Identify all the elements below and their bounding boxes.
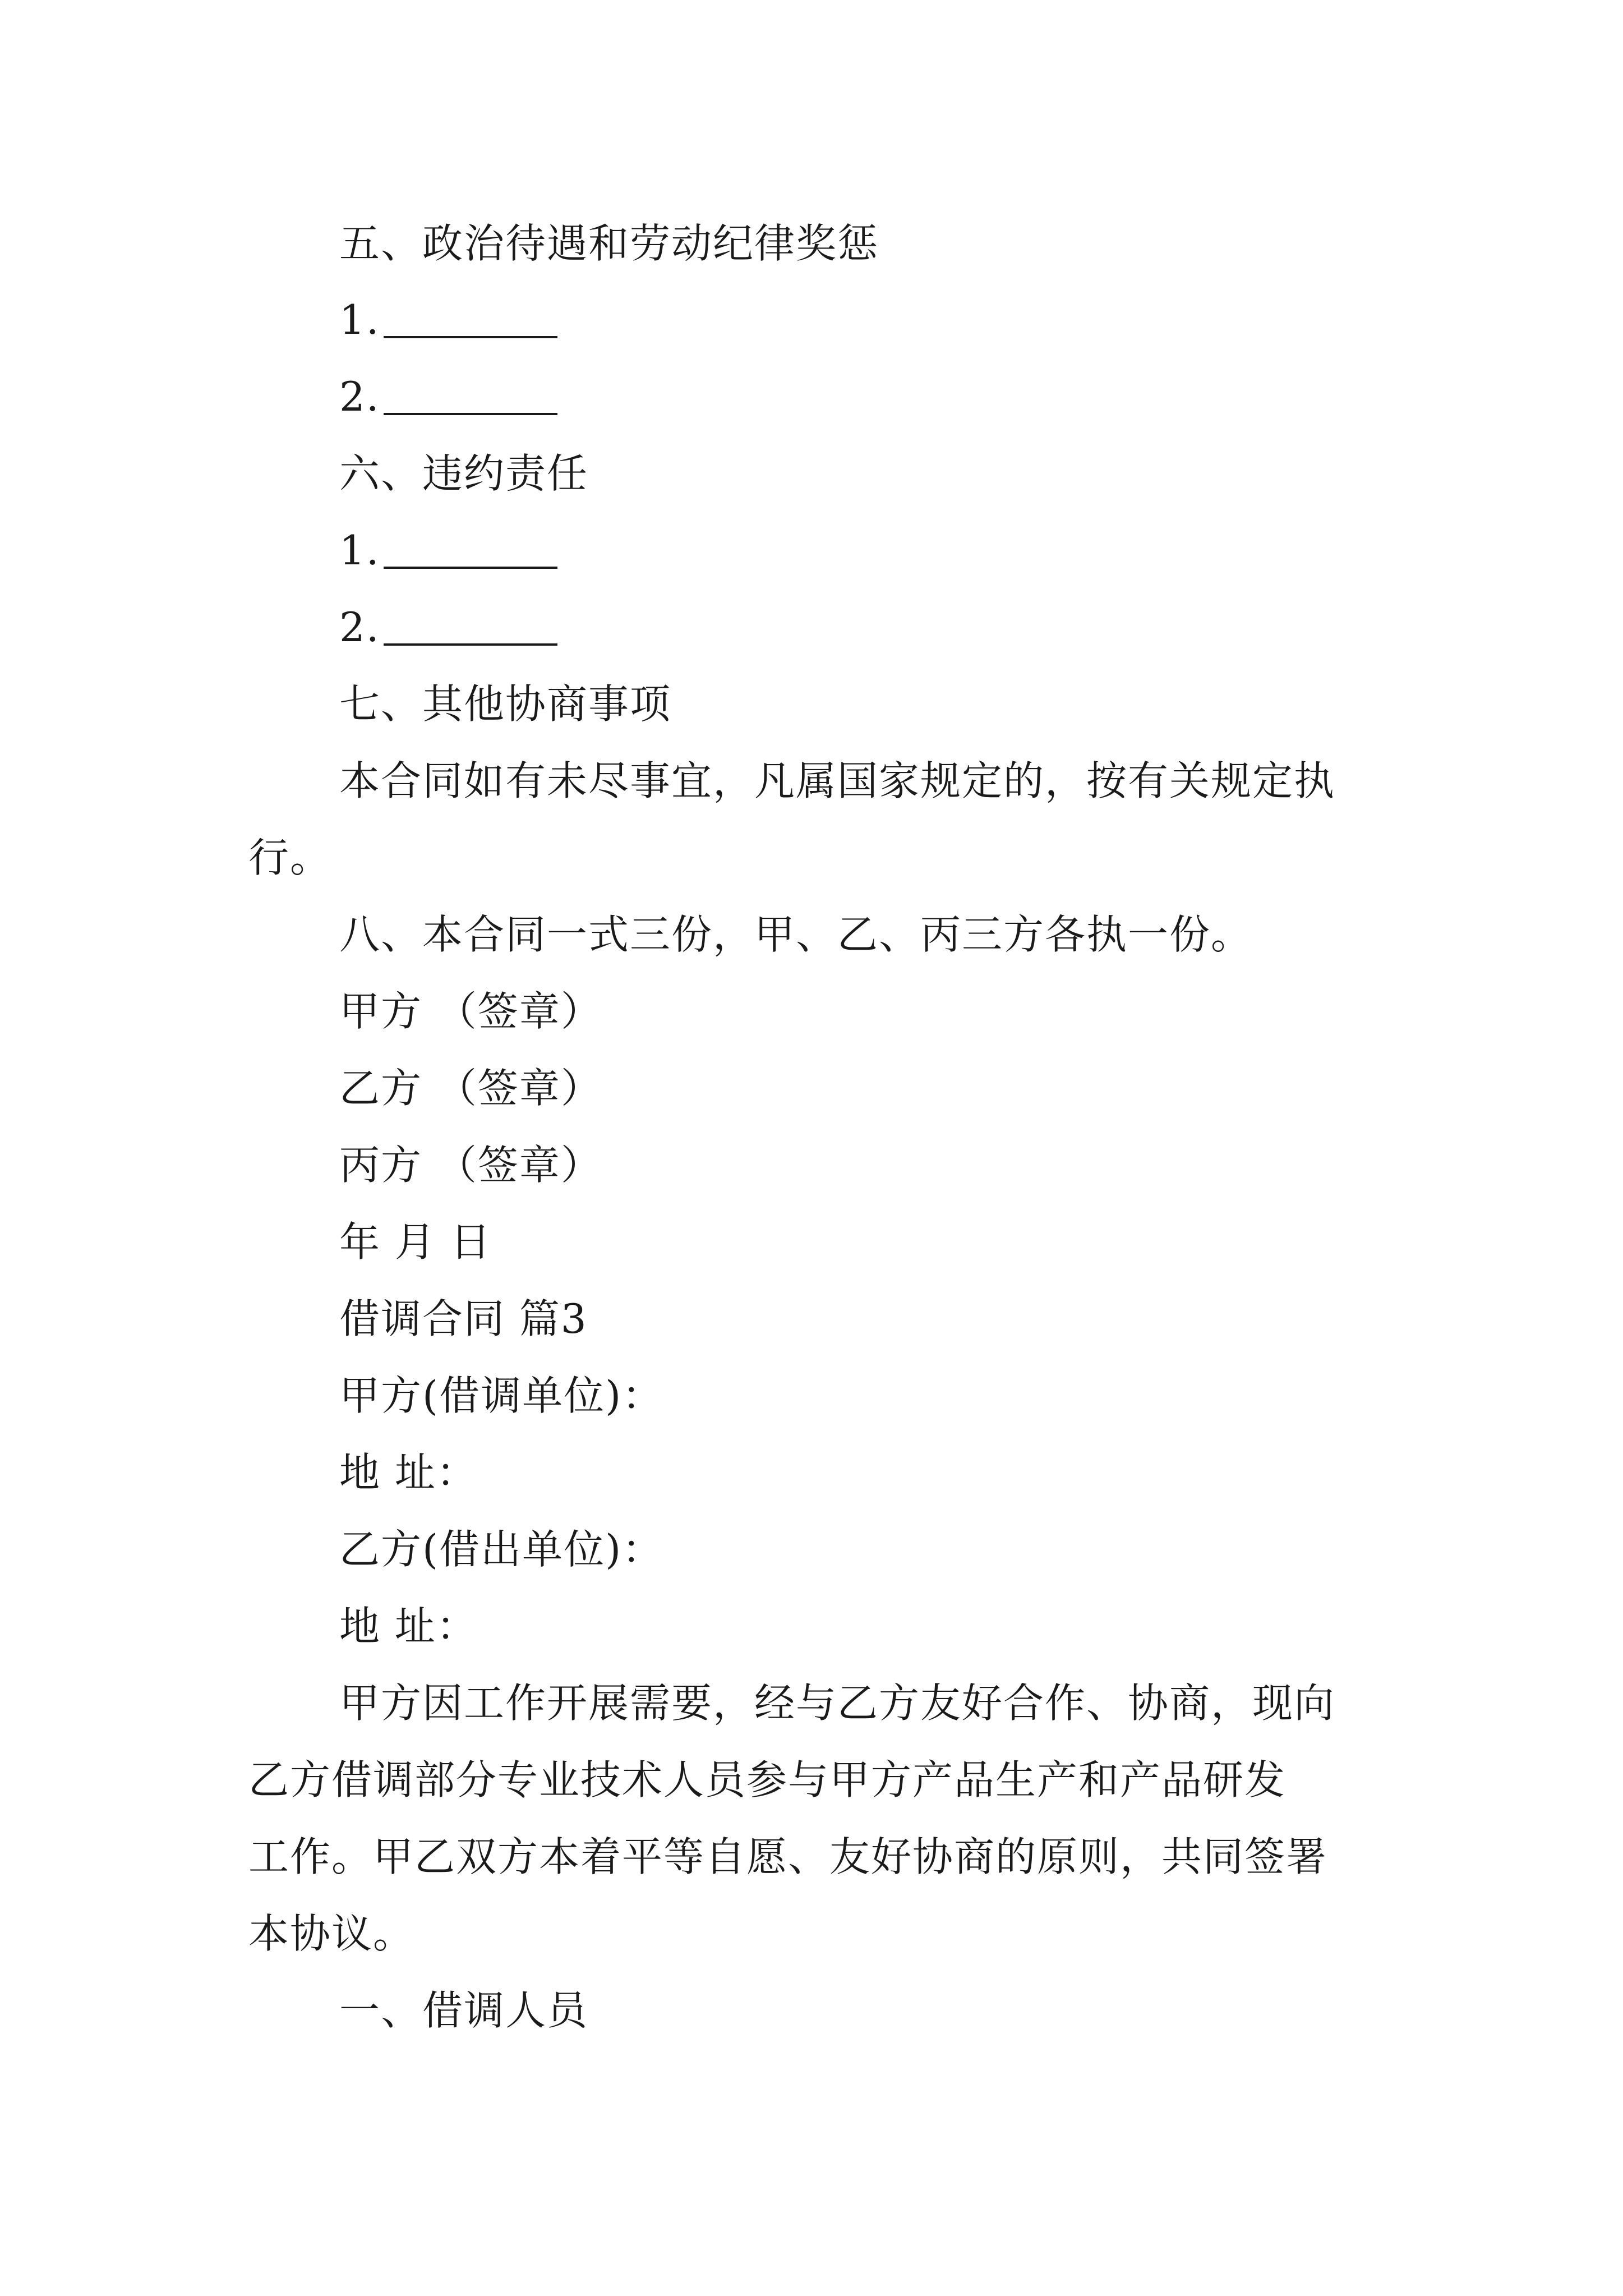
party-a-address: 地 址： (339, 1449, 478, 1496)
intro-paragraph-line-3: 工作。甲乙双方本着平等自愿、友好协商的原则，共同签署 (248, 1833, 1328, 1880)
intro-paragraph-line-1: 甲方因工作开展需要，经与乙方友好合作、协商，现向 (339, 1680, 1336, 1727)
section-6-item-1 (339, 527, 557, 574)
section-5-heading: 五、政治待遇和劳动纪律奖惩 (339, 220, 879, 267)
section-7-paragraph-line-2: 行。 (248, 834, 332, 881)
item-number: 2. (339, 373, 380, 420)
section-7-paragraph-line-1: 本合同如有未尽事宜，凡属国家规定的，按有关规定执 (339, 757, 1336, 804)
item-number: 1. (339, 296, 380, 343)
section-6-heading: 六、违约责任 (339, 450, 589, 497)
fill-in-blank (384, 413, 557, 415)
fill-in-blank (384, 567, 557, 569)
intro-paragraph-line-4: 本协议。 (248, 1910, 415, 1957)
signature-party-a: 甲方 （签章） (339, 988, 602, 1035)
signature-party-b: 乙方 （签章） (339, 1065, 602, 1112)
section-5-item-2 (339, 373, 557, 420)
part-3-section-1-heading: 一、借调人员 (339, 1987, 589, 2034)
section-5-item-1 (339, 296, 557, 343)
section-6-item-2 (339, 604, 557, 651)
fill-in-blank (384, 336, 557, 338)
section-8-heading: 八、本合同一式三份，甲、乙、丙三方各执一份。 (339, 911, 1253, 958)
signature-party-c: 丙方 （签章） (339, 1142, 602, 1189)
item-number: 2. (339, 604, 380, 651)
party-b-address: 地 址： (339, 1603, 478, 1650)
item-number: 1. (339, 527, 380, 574)
signature-date: 年 月 日 (339, 1218, 492, 1266)
party-a-label: 甲方(借调单位)： (339, 1372, 664, 1419)
section-7-heading: 七、其他协商事项 (339, 680, 672, 728)
party-b-label: 乙方(借出单位)： (339, 1526, 664, 1573)
part-3-title: 借调合同 篇3 (339, 1295, 588, 1342)
fill-in-blank (384, 643, 557, 646)
intro-paragraph-line-2: 乙方借调部分专业技术人员参与甲方产品生产和产品研发 (248, 1756, 1287, 1803)
